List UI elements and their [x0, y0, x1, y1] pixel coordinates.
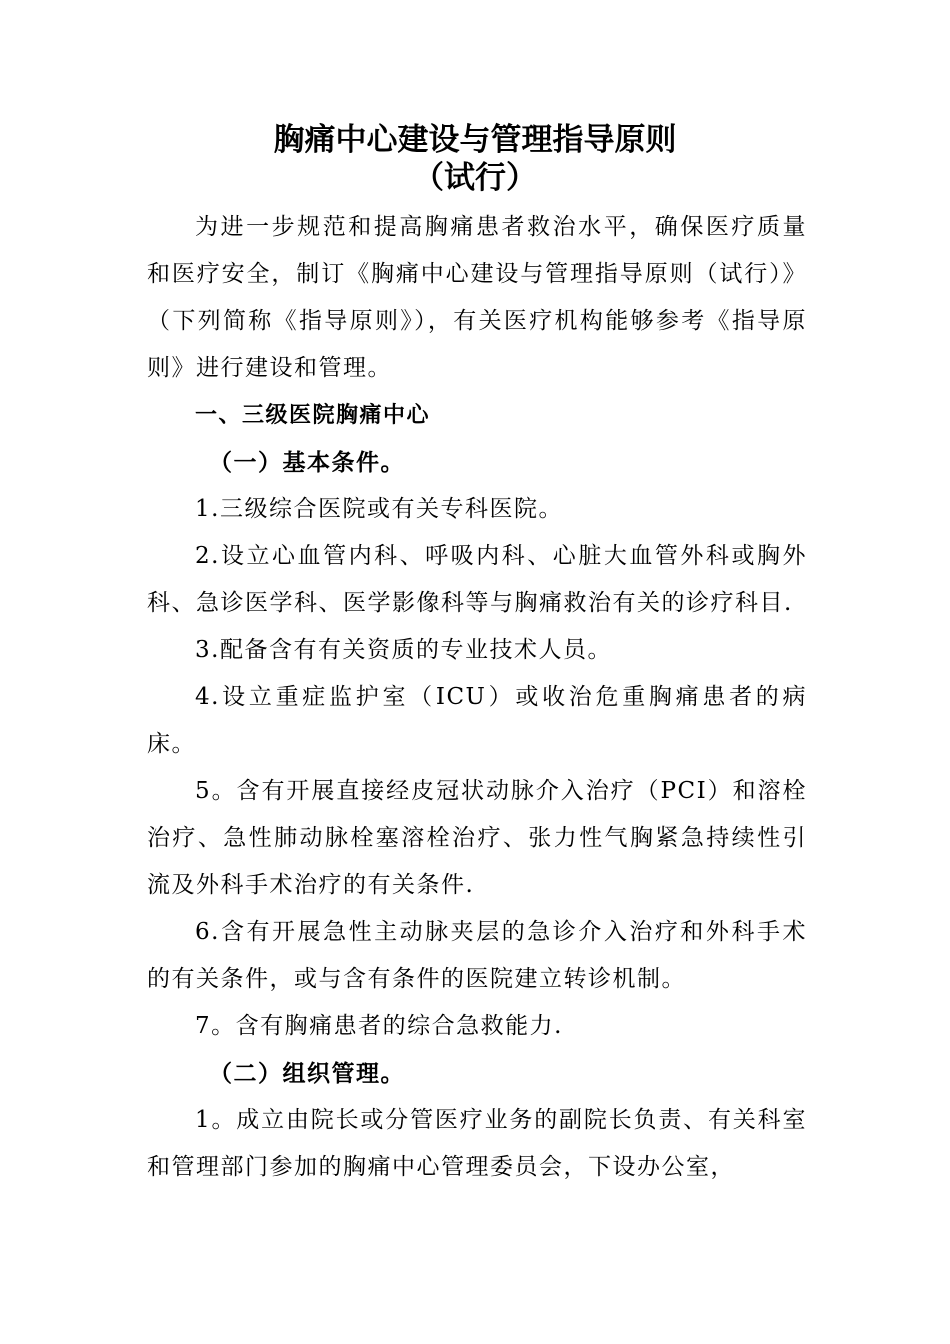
intro-paragraph: 为进一步规范和提高胸痛患者救治水平，确保医疗质量和医疗安全，制订《胸痛中心建设与管理指导原则（试行）》（下列简称《指导原则》），有关医疗机构能够参考《指导原则》进行建设和管理。	[147, 214, 807, 381]
section-heading: 一、三级医院胸痛中心	[195, 403, 431, 428]
document-subtitle: （试行）	[413, 160, 537, 196]
document-title: 胸痛中心建设与管理指导原则	[273, 122, 677, 158]
list-item: 1。成立由院长或分管医疗业务的副院长负责、有关科室和管理部门参加的胸痛中心管理委员会，下设办公室，	[147, 1107, 807, 1180]
document-body	[147, 204, 807, 1191]
list-item: 2.设立心血管内科、呼吸内科、心脏大血管外科或胸外科、急诊医学科、医学影像科等与胸痛救治有关的诊疗科目.	[147, 543, 807, 616]
subsection-heading-organization: （二）组织管理。	[209, 1060, 405, 1087]
subsection-heading-basic-conditions: （一）基本条件。	[209, 449, 405, 476]
list-item: 5。含有开展直接经皮冠状动脉介入治疗（PCI）和溶栓治疗、急性肺动脉栓塞溶栓治疗、张力性气胸紧急持续性引流及外科手术治疗的有关条件.	[147, 778, 807, 898]
list-item: 1.三级综合医院或有关专科医院。	[195, 496, 563, 522]
list-item: 3.配备含有有关资质的专业技术人员。	[195, 637, 612, 663]
list-item: 6.含有开展急性主动脉夹层的急诊介入治疗和外科手术的有关条件，或与含有条件的医院建立转诊机制。	[147, 919, 807, 992]
list-item: 7。含有胸痛患者的综合急救能力.	[195, 1013, 563, 1039]
list-item: 4.设立重症监护室（ICU）或收治危重胸痛患者的病床。	[147, 684, 807, 757]
